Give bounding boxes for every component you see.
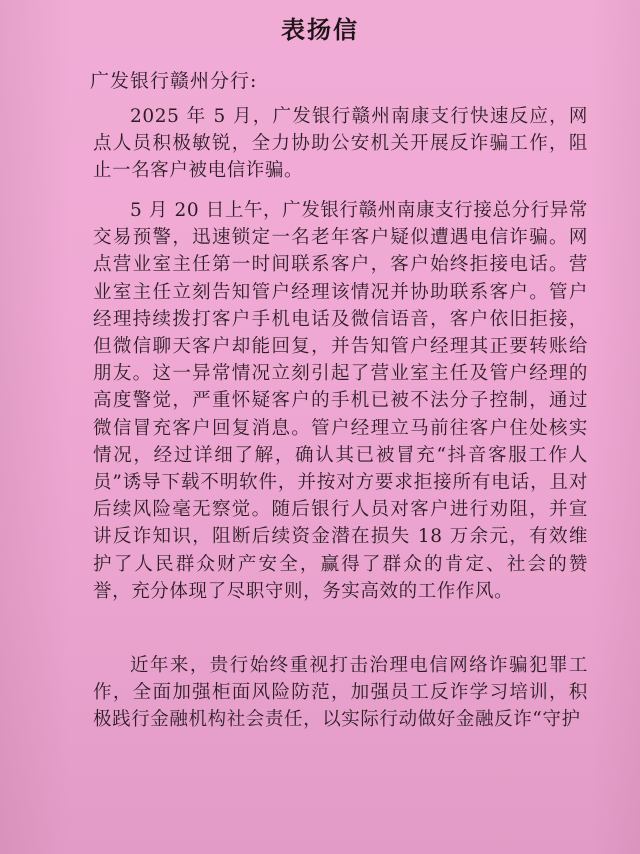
letter-title: 表扬信 <box>281 15 359 44</box>
letter-salutation: 广发银行赣州分行: <box>90 70 258 92</box>
paragraph-2: 5 月 20 日上午，广发银行赣州南康支行接总分行异常交易预警，迅速锁定一名老年客户疑似遭遇电信诈骗。网点营业室主任第一时间联系客户，客户始终拒接电话。营业室主任立刻告知管户经理该情况并协助联系客户。管户经理持续拨打客户手机电话及微信语音，客户依旧拒接，但微信聊天客户却能回复，并告知管户经理其正要转账给朋友。这一异常情况立刻引起了营业室主任及管户经理的高度警觉，严重怀疑客户的手机已被不法分子控制，通过微信冒充客户回复消息。管户经理立马前往客户住处核实情况，经过详细了解，确认其已被冒充“抖音客服工作人员”诱导下载不明软件，并按对方要求拒接所有电话，且对后续风险毫无察觉。随后银行人员对客户进行劝阻，并宣讲反诈知识，阻断后续资金潜在损失 18 万余元，有效维护了人民群众财产安全，赢得了群众的肯定、社会的赞誉，充分体现了尽职守则，务实高效的工作作风。 <box>93 200 588 602</box>
paragraph-1: 2025 年 5 月，广发银行赣州南康支行快速反应，网点人员积极敏锐，全力协助公安机关开展反诈骗工作，阻止一名客户被电信诈骗。 <box>93 106 588 182</box>
paragraph-3: 近年来，贵行始终重视打击治理电信网络诈骗犯罪工作，全面加强柜面风险防范，加强员工反诈学习培训，积极践行金融机构社会责任，以实际行动做好金融反诈“守护 <box>93 655 588 731</box>
